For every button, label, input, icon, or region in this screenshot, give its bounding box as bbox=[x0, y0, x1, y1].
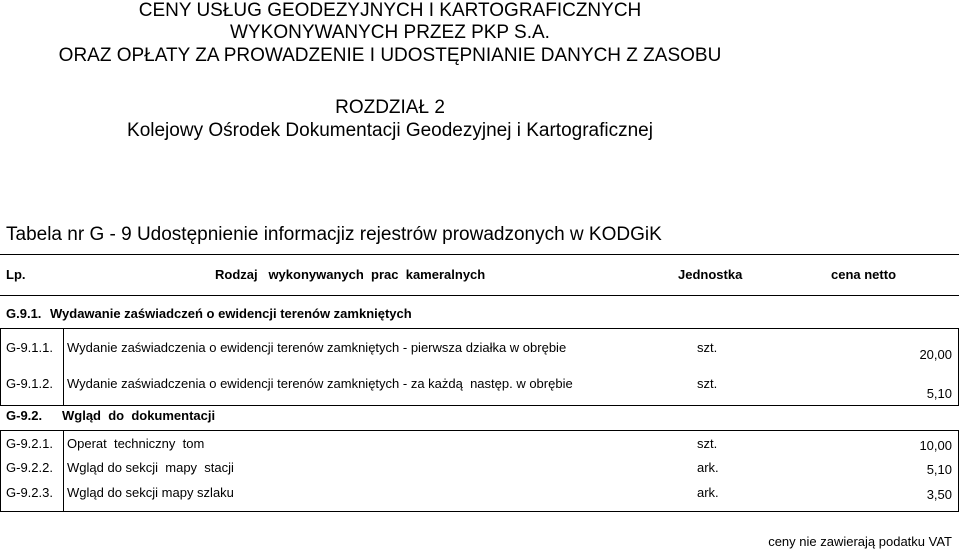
row-lp: G-9.1.2. bbox=[6, 376, 53, 391]
section-2-title: Wgląd do dokumentacji bbox=[62, 408, 216, 423]
vat-footnote: ceny nie zawierają podatku VAT bbox=[768, 534, 952, 549]
section-1-code: G.9.1. bbox=[6, 306, 42, 321]
row-desc: Wydanie zaświadczenia o ewidencji terenów zamkniętych - za każdą następ. w obrębie bbox=[67, 376, 573, 391]
header-line-2: WYKONYWANYCH PRZEZ PKP S.A. bbox=[230, 22, 550, 43]
col-header-lp: Lp. bbox=[6, 267, 26, 282]
row-unit: ark. bbox=[697, 460, 719, 475]
section-1-title: Wydawanie zaświadczeń o ewidencji terenów zamkniętych bbox=[50, 306, 412, 321]
row-unit: szt. bbox=[697, 340, 718, 355]
header-line-1: CENY USŁUG GEODEZYJNYCH I KARTOGRAFICZNYCH bbox=[138, 0, 642, 21]
header-line-3: ORAZ OPŁATY ZA PROWADZENIE I UDOSTĘPNIANIE DANYCH Z ZASOBU bbox=[58, 45, 722, 66]
divider bbox=[63, 329, 64, 405]
table-top-border bbox=[0, 254, 959, 255]
col-header-jednostka: Jednostka bbox=[678, 267, 743, 282]
row-price: 5,10 bbox=[926, 462, 952, 477]
row-unit: szt. bbox=[697, 436, 718, 451]
row-desc: Wgląd do sekcji mapy stacji bbox=[67, 460, 234, 475]
row-lp: G-9.2.1. bbox=[6, 436, 53, 451]
row-desc: Wydanie zaświadczenia o ewidencji terenów zamkniętych - pierwsza działka w obrębie bbox=[67, 340, 567, 355]
chapter-subtitle: Kolejowy Ośrodek Dokumentacji Geodezyjnej i Kartograficznej bbox=[127, 120, 653, 141]
row-price: 10,00 bbox=[919, 438, 952, 453]
table-title: Tabela nr G - 9 Udostępnienie informacjiz rejestrów prowadzonych w KODGiK bbox=[6, 224, 662, 245]
divider bbox=[0, 329, 1, 405]
row-price: 5,10 bbox=[926, 386, 952, 401]
row-lp: G-9.1.1. bbox=[6, 340, 53, 355]
section-2-bottom-border bbox=[0, 430, 959, 431]
row-lp: G-9.2.2. bbox=[6, 460, 53, 475]
row-desc: Wgląd do sekcji mapy szlaku bbox=[67, 485, 234, 500]
row-desc: Operat techniczny tom bbox=[67, 436, 205, 451]
row-unit: szt. bbox=[697, 376, 718, 391]
rows-1-bottom-border bbox=[0, 405, 959, 406]
section-2-code: G-9.2. bbox=[6, 408, 43, 423]
row-lp: G-9.2.3. bbox=[6, 485, 53, 500]
row-price: 20,00 bbox=[919, 347, 952, 362]
row-price: 3,50 bbox=[926, 487, 952, 502]
col-header-cena: cena netto bbox=[831, 267, 897, 282]
chapter-title: ROZDZIAŁ 2 bbox=[335, 97, 445, 118]
header-bottom-border bbox=[0, 295, 959, 296]
col-header-rodzaj: Rodzaj wykonywanych prac kameralnych bbox=[215, 267, 486, 282]
section-1-bottom-border bbox=[0, 328, 959, 329]
row-unit: ark. bbox=[697, 485, 719, 500]
divider bbox=[63, 431, 64, 511]
table-bottom-border bbox=[0, 511, 959, 512]
divider bbox=[0, 431, 1, 511]
